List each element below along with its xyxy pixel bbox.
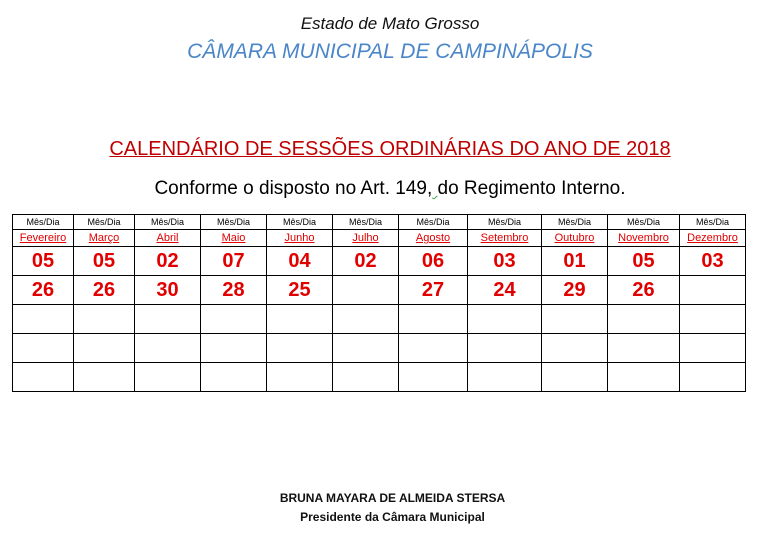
empty-cell <box>201 363 267 392</box>
empty-cell <box>468 334 542 363</box>
empty-cell <box>267 363 333 392</box>
empty-cell <box>468 305 542 334</box>
session-day-cell: 05 <box>13 247 74 276</box>
empty-cell <box>267 334 333 363</box>
session-day-cell: 26 <box>608 276 680 305</box>
empty-cell <box>333 363 399 392</box>
calendar-title: CALENDÁRIO DE SESSÕES ORDINÁRIAS DO ANO DE 2018 <box>109 138 671 160</box>
empty-cell <box>13 363 74 392</box>
empty-cell <box>608 334 680 363</box>
column-header-cell: Mês/Dia <box>13 215 74 230</box>
first-session-row <box>13 247 746 276</box>
subtitle-regiment: do Regimento Interno. <box>437 178 626 199</box>
session-day-cell: 26 <box>74 276 135 305</box>
empty-cell <box>608 363 680 392</box>
month-cell: Março <box>74 230 135 247</box>
empty-cell <box>542 363 608 392</box>
empty-cell <box>333 305 399 334</box>
empty-row <box>13 305 746 334</box>
empty-cell <box>680 363 746 392</box>
column-header-cell: Mês/Dia <box>608 215 680 230</box>
empty-cell <box>74 363 135 392</box>
column-header-cell: Mês/Dia <box>74 215 135 230</box>
column-header-cell: Mês/Dia <box>201 215 267 230</box>
column-header-row <box>13 215 746 230</box>
empty-cell <box>201 334 267 363</box>
second-session-row <box>13 276 746 305</box>
session-day-cell: 07 <box>201 247 267 276</box>
column-header-cell: Mês/Dia <box>267 215 333 230</box>
column-header-cell: Mês/Dia <box>468 215 542 230</box>
month-cell: Dezembro <box>680 230 746 247</box>
subtitle-reference: Conforme o disposto no Art. 149, <box>154 178 433 199</box>
empty-cell <box>399 305 468 334</box>
month-cell: Abril <box>135 230 201 247</box>
session-day-cell: 29 <box>542 276 608 305</box>
empty-cell <box>542 334 608 363</box>
sessions-calendar-table <box>12 214 746 392</box>
empty-cell <box>74 334 135 363</box>
empty-row <box>13 363 746 392</box>
session-day-cell: 06 <box>399 247 468 276</box>
column-header-cell: Mês/Dia <box>542 215 608 230</box>
session-day-cell: 27 <box>399 276 468 305</box>
column-header-cell: Mês/Dia <box>333 215 399 230</box>
state-heading: Estado de Mato Grosso <box>300 14 480 33</box>
month-cell: Maio <box>201 230 267 247</box>
signature-role: Presidente da Câmara Municipal <box>300 510 485 524</box>
session-day-cell: 03 <box>468 247 542 276</box>
empty-cell <box>542 305 608 334</box>
session-day-cell <box>333 276 399 305</box>
month-cell: Setembro <box>468 230 542 247</box>
session-day-cell: 02 <box>135 247 201 276</box>
session-day-cell: 03 <box>680 247 746 276</box>
session-day-cell: 01 <box>542 247 608 276</box>
empty-cell <box>680 305 746 334</box>
empty-cell <box>135 363 201 392</box>
session-day-cell: 30 <box>135 276 201 305</box>
empty-cell <box>333 334 399 363</box>
empty-row <box>13 334 746 363</box>
session-day-cell: 28 <box>201 276 267 305</box>
month-cell: Outubro <box>542 230 608 247</box>
empty-cell <box>201 305 267 334</box>
empty-cell <box>468 363 542 392</box>
empty-cell <box>74 305 135 334</box>
month-cell: Junho <box>267 230 333 247</box>
column-header-cell: Mês/Dia <box>135 215 201 230</box>
calendar-subtitle <box>0 178 767 200</box>
month-cell: Novembro <box>608 230 680 247</box>
empty-cell <box>399 334 468 363</box>
session-day-cell <box>680 276 746 305</box>
chamber-heading: CÂMARA MUNICIPAL DE CAMPINÁPOLIS <box>187 40 593 63</box>
session-day-cell: 25 <box>267 276 333 305</box>
empty-cell <box>13 334 74 363</box>
session-day-cell: 05 <box>608 247 680 276</box>
empty-cell <box>399 363 468 392</box>
column-header-cell: Mês/Dia <box>680 215 746 230</box>
session-day-cell: 05 <box>74 247 135 276</box>
empty-cell <box>135 305 201 334</box>
empty-cell <box>267 305 333 334</box>
session-day-cell: 24 <box>468 276 542 305</box>
empty-cell <box>13 305 74 334</box>
month-row <box>13 230 746 247</box>
month-cell: Agosto <box>399 230 468 247</box>
signature-name: BRUNA MAYARA DE ALMEIDA STERSA <box>279 491 506 505</box>
empty-cell <box>135 334 201 363</box>
empty-cell <box>680 334 746 363</box>
month-cell: Fevereiro <box>13 230 74 247</box>
empty-cell <box>608 305 680 334</box>
column-header-cell: Mês/Dia <box>399 215 468 230</box>
month-cell: Julho <box>333 230 399 247</box>
session-day-cell: 02 <box>333 247 399 276</box>
session-day-cell: 26 <box>13 276 74 305</box>
session-day-cell: 04 <box>267 247 333 276</box>
